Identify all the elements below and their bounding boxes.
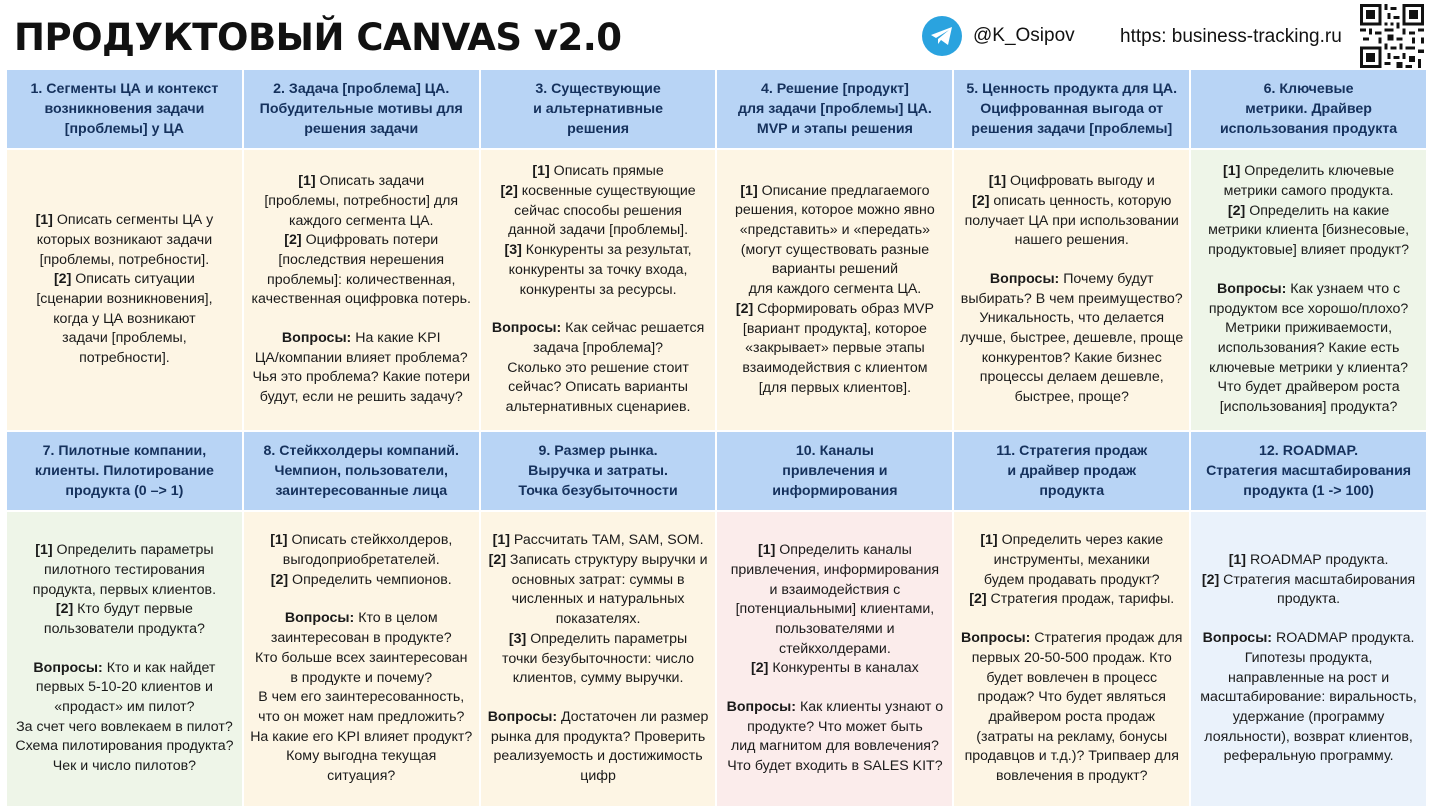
card-body bbox=[1191, 512, 1426, 806]
item-number: [1] bbox=[980, 532, 998, 549]
card-questions bbox=[247, 609, 476, 786]
card-heading: 4. Решение [продукт] для задачи [проблемы] ЦА. MVP и этапы решения bbox=[717, 70, 952, 148]
card-item bbox=[10, 600, 239, 639]
item-text: Конкуренты в каналах bbox=[768, 660, 919, 677]
card-heading: 6. Ключевые метрики. Драйвер использования продукта bbox=[1191, 70, 1426, 148]
card-item bbox=[10, 541, 239, 600]
card-item bbox=[247, 571, 476, 591]
item-text: Определить параметры точки безубыточности: число клиентов, сумму выручки. bbox=[502, 630, 695, 687]
questions-text: Как сейчас решается задача [проблема]? Сколько это решение стоит сейчас? Описать варианты альтернативных сценариев. bbox=[505, 320, 705, 416]
telegram-icon[interactable] bbox=[922, 16, 962, 56]
item-text: Конкуренты за результат, конкуренты за точку входа, конкуренты за ресурсы. bbox=[508, 242, 692, 298]
item-text: описать ценность, которую получает ЦА при использовании нашего решения. bbox=[964, 192, 1179, 249]
questions-label: Вопросы: bbox=[1202, 630, 1273, 647]
item-text: Записать структуру выручки и основных затрат: суммы в численных и натуральных показателях. bbox=[509, 551, 708, 628]
card-item bbox=[484, 182, 713, 241]
card-questions bbox=[1194, 629, 1423, 767]
item-text: Определить ключевые метрики самого продукта. bbox=[1223, 163, 1395, 199]
item-text: косвенные существующие сейчас способы решения данной задачи [проблемы]. bbox=[508, 182, 696, 239]
item-text: Описать сегменты ЦА у которых возникают задачи [проблемы, потребности]. bbox=[36, 212, 214, 268]
card-item bbox=[247, 531, 476, 570]
questions-text: ROADMAP продукта. Гипотезы продукта, направленные на рост и масштабирование: виральность, удержание (программу лояльности), возврат клиентов, реферальную программу. bbox=[1200, 630, 1417, 765]
website-link[interactable]: https: business-tracking.ru bbox=[1120, 26, 1342, 47]
card-item bbox=[484, 551, 713, 630]
item-text: Описать стейкхолдеров, выгодоприобретателей. bbox=[282, 532, 453, 568]
item-number: [2] bbox=[735, 300, 754, 317]
item-number: [3] bbox=[504, 242, 522, 259]
questions-label: Вопросы: bbox=[33, 659, 103, 676]
card-item bbox=[1194, 202, 1423, 261]
card-heading: 3. Существующие и альтернативные решения bbox=[481, 70, 716, 148]
item-number: [2] bbox=[55, 601, 74, 618]
card-heading: 7. Пилотные компании, клиенты. Пилотирование продукта (0 –> 1) bbox=[7, 432, 242, 510]
item-number: [2] bbox=[488, 551, 506, 568]
item-text: Описать ситуации [сценарии возникновения], когда у ЦА возникают задачи [проблемы, потребности]. bbox=[36, 271, 213, 367]
card-questions bbox=[720, 698, 949, 777]
item-number: [1] bbox=[988, 173, 1007, 190]
card-item bbox=[484, 162, 713, 182]
item-text: Оцифровать потери [последствия нерешения проблемы]: количественная, качественная оцифровка потерь. bbox=[251, 232, 471, 308]
questions-label: Вопросы: bbox=[487, 708, 558, 725]
item-number: [1] bbox=[1223, 163, 1241, 180]
questions-label: Вопросы: bbox=[281, 330, 352, 347]
item-text: Кто будут первые пользователи продукта? bbox=[43, 601, 205, 637]
questions-label: Вопросы: bbox=[961, 630, 1031, 647]
card-item bbox=[720, 659, 949, 679]
questions-text: Кто в целом заинтересован в продукте? Кто больше всех заинтересован в продукте и почему? В чем его заинтересованность, что он может нам предложить? На какие его KPI влияет продукт? Кому выгодна текущая ситуация? bbox=[250, 610, 473, 785]
item-number: [2] bbox=[969, 591, 987, 608]
questions-label: Вопросы: bbox=[726, 699, 796, 716]
card-item bbox=[957, 531, 1186, 590]
item-text: Стратегия масштабирования продукта. bbox=[1223, 571, 1416, 608]
card-questions bbox=[484, 708, 713, 787]
item-text: Сформировать образ MVP [вариант продукта], которое «закрывает» первые этапы взаимодействия с клиентом [для первых клиентов]. bbox=[742, 300, 934, 396]
item-text: Определить чемпионов. bbox=[288, 571, 452, 588]
item-text: Описать прямые bbox=[549, 163, 664, 180]
item-text: Рассчитать TAM, SAM, SOM. bbox=[509, 532, 704, 549]
item-number: [2] bbox=[270, 571, 289, 588]
card-body bbox=[7, 150, 242, 430]
card-body bbox=[717, 150, 952, 430]
card-item bbox=[957, 192, 1186, 251]
item-text: Определить каналы привлечения, информирования и взаимодействия с [потенциальными] клиентами, пользователями и стейкхолдерами. bbox=[730, 542, 940, 657]
card-item bbox=[1194, 551, 1423, 571]
card-body bbox=[244, 150, 479, 430]
questions-label: Вопросы: bbox=[1216, 280, 1287, 297]
item-number: [1] bbox=[492, 532, 510, 549]
questions-text: Достаточен ли размер рынка для продукта? Проверить реализуемость и достижимость цифр bbox=[490, 708, 709, 785]
card-body bbox=[954, 150, 1189, 430]
item-number: [1] bbox=[35, 542, 53, 559]
card-body bbox=[1191, 150, 1426, 430]
item-number: [1] bbox=[298, 173, 316, 190]
card-body bbox=[481, 150, 716, 430]
item-number: [1] bbox=[1228, 551, 1247, 568]
card-item bbox=[247, 231, 476, 310]
card-item bbox=[720, 182, 949, 300]
card-questions bbox=[10, 659, 239, 777]
item-text: Описание предлагаемого решения, которое можно явно «представить» и «передать» (могут существовать разные варианты решений для каждого сегмента ЦА. bbox=[735, 182, 935, 298]
qr-code-icon bbox=[1360, 4, 1424, 68]
item-text: Определить на какие метрики клиента [бизнесовые, продуктовые] влияет продукт? bbox=[1208, 202, 1410, 259]
card-item bbox=[484, 531, 713, 551]
questions-label: Вопросы: bbox=[989, 270, 1060, 287]
card-heading: 8. Стейкхолдеры компаний. Чемпион, пользователи, заинтересованные лица bbox=[244, 432, 479, 510]
item-text: Стратегия продаж, тарифы. bbox=[986, 591, 1175, 608]
card-item bbox=[484, 630, 713, 689]
card-heading: 1. Сегменты ЦА и контекст возникновения задачи [проблемы] у ЦА bbox=[7, 70, 242, 148]
card-questions bbox=[957, 629, 1186, 787]
questions-text: Почему будут выбирать? В чем преимущество? Уникальность, что делается лучше, быстрее, дешевле, проще конкурентов? Какие бизнес процессы делаем дешевле, быстрее, проще? bbox=[960, 270, 1184, 406]
item-number: [1] bbox=[740, 182, 758, 199]
card-heading: 9. Размер рынка. Выручка и затраты. Точка безубыточности bbox=[481, 432, 716, 510]
telegram-handle-link[interactable]: @K_Osipov bbox=[973, 25, 1075, 46]
item-number: [1] bbox=[757, 542, 776, 559]
card-item bbox=[957, 590, 1186, 610]
canvas-grid bbox=[7, 70, 1426, 804]
questions-label: Вопросы: bbox=[284, 610, 355, 627]
item-number: [2] bbox=[1227, 202, 1246, 219]
item-text: Определить через какие инструменты, механики будем продавать продукт? bbox=[983, 532, 1164, 588]
item-number: [2] bbox=[751, 660, 769, 677]
card-item bbox=[10, 270, 239, 369]
card-body bbox=[244, 512, 479, 806]
item-number: [1] bbox=[532, 163, 550, 180]
card-item bbox=[247, 172, 476, 231]
card-heading: 5. Ценность продукта для ЦА. Оцифрованная выгода от решения задачи [проблемы] bbox=[954, 70, 1189, 148]
card-item bbox=[720, 300, 949, 399]
item-number: [3] bbox=[508, 630, 527, 647]
questions-text: Стратегия продаж для первых 20-50-500 продаж. Кто будет вовлечен в процесс продаж? Что будет являться драйвером роста продаж (затраты на рекламу, бонусы продавцов и т.д.)? Трипваер для вовлечения в продукт? bbox=[964, 630, 1183, 785]
card-item bbox=[957, 172, 1186, 192]
page-title: ПРОДУКТОВЫЙ CANVAS v2.0 bbox=[14, 16, 622, 59]
questions-text: Как клиенты узнают о продукте? Что может быть лид магнитом для вовлечения? Что будет входить в SALES KIT? bbox=[727, 699, 944, 775]
card-heading: 12. ROADMAP. Стратегия масштабирования продукта (1 -> 100) bbox=[1191, 432, 1426, 510]
card-questions bbox=[484, 319, 713, 418]
card-body bbox=[717, 512, 952, 806]
questions-text: Кто и как найдет первых 5-10-20 клиентов и «продаст» им пилот? За счет чего вовлекаем в пилот? Схема пилотирования продукта? Чек и число пилотов? bbox=[15, 659, 234, 775]
item-number: [1] bbox=[35, 212, 53, 229]
questions-text: На какие KPI ЦА/компании влияет проблема? Чья это проблема? Какие потери будут, если не решить задачу? bbox=[252, 330, 471, 406]
item-text: Оцифровать выгоду и bbox=[1006, 173, 1155, 190]
card-questions bbox=[1194, 280, 1423, 418]
card-heading: 10. Каналы привлечения и информирования bbox=[717, 432, 952, 510]
item-number: [2] bbox=[284, 232, 302, 249]
card-body bbox=[954, 512, 1189, 806]
item-text: Описать задачи [проблемы, потребности] для каждого сегмента ЦА. bbox=[264, 173, 459, 229]
card-heading: 11. Стратегия продаж и драйвер продаж продукта bbox=[954, 432, 1189, 510]
item-number: [2] bbox=[500, 182, 518, 199]
card-questions bbox=[957, 270, 1186, 408]
questions-label: Вопросы: bbox=[491, 320, 562, 337]
card-questions bbox=[247, 329, 476, 408]
card-body bbox=[7, 512, 242, 806]
card-item bbox=[720, 541, 949, 659]
card-heading: 2. Задача [проблема] ЦА. Побудительные мотивы для решения задачи bbox=[244, 70, 479, 148]
card-item bbox=[1194, 162, 1423, 201]
questions-text: Как узнаем что с продуктом все хорошо/плохо? Метрики приживаемости, использования? Какие есть ключевые метрики у клиента? Что будет драйвером роста [использования] продукта? bbox=[1208, 280, 1409, 416]
item-number: [2] bbox=[972, 192, 990, 209]
item-number: [1] bbox=[270, 532, 288, 549]
item-text: ROADMAP продукта. bbox=[1246, 551, 1389, 568]
card-item bbox=[484, 241, 713, 300]
card-item bbox=[1194, 571, 1423, 610]
card-item bbox=[10, 211, 239, 270]
item-text: Определить параметры пилотного тестирования продукта, первых клиентов. bbox=[32, 542, 217, 598]
item-number: [2] bbox=[1201, 571, 1220, 588]
item-number: [2] bbox=[53, 271, 72, 288]
card-body bbox=[481, 512, 716, 806]
